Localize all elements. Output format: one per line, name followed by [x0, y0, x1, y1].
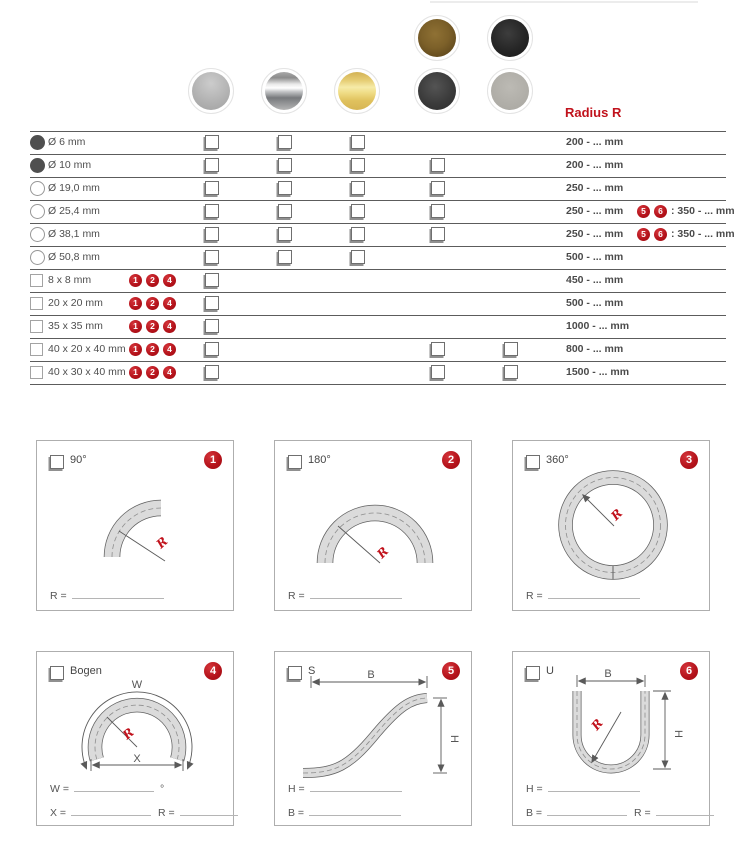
blank-w[interactable]	[74, 780, 154, 792]
field-label: R =	[288, 590, 305, 602]
finish-checkbox[interactable]	[205, 250, 219, 264]
radius-range: 200 - ... mm	[566, 159, 624, 171]
radius-letter: R	[153, 534, 171, 552]
table-row	[0, 246, 756, 269]
shape-label: 90°	[70, 454, 87, 466]
finish-checkbox[interactable]	[351, 250, 365, 264]
shape-card-bogen	[36, 651, 234, 826]
shape-checkbox[interactable]	[526, 666, 540, 680]
profile-shape-icon	[30, 227, 45, 242]
radius-range: 250 - ... mm	[566, 228, 624, 240]
shape-ref-badge: 6	[654, 205, 667, 218]
finish-checkbox[interactable]	[205, 365, 219, 379]
profile-size-label: Ø 19,0 mm	[48, 182, 100, 194]
radius-letter: R	[374, 544, 392, 562]
finish-checkbox[interactable]	[205, 204, 219, 218]
table-bottom-line	[30, 384, 726, 385]
diagram-u	[513, 652, 711, 827]
fill-in-row	[50, 780, 164, 795]
table-row	[0, 223, 756, 246]
shape-number-badge: 4	[204, 662, 222, 680]
finish-checkbox[interactable]	[278, 181, 292, 195]
finish-checkbox[interactable]	[205, 342, 219, 356]
shape-ref-badge: 4	[163, 274, 176, 287]
finish-checkbox[interactable]	[431, 158, 445, 172]
fill-in-row	[158, 804, 238, 819]
fill-in-row	[634, 804, 714, 819]
finish-checkbox[interactable]	[205, 181, 219, 195]
finish-checkbox[interactable]	[351, 181, 365, 195]
finish-swatch-gray-light	[487, 68, 533, 114]
swatch-fill	[338, 72, 376, 110]
finish-checkbox[interactable]	[431, 342, 445, 356]
finish-checkbox[interactable]	[205, 227, 219, 241]
page-edge-line	[430, 1, 698, 3]
shape-label: S	[308, 665, 316, 677]
radius-range: 800 - ... mm	[566, 343, 624, 355]
field-label: X =	[50, 807, 67, 819]
radius-range-alt: : 350 - ... mm	[671, 228, 735, 240]
table-row	[0, 177, 756, 200]
blank-r[interactable]	[72, 587, 164, 599]
profile-size-label: 40 x 30 x 40 mm	[48, 366, 126, 378]
radius-range: 250 - ... mm	[566, 182, 624, 194]
blank-x[interactable]	[71, 804, 151, 816]
shape-ref-badge: 1	[129, 343, 142, 356]
field-label: R =	[50, 590, 67, 602]
profile-size-label: Ø 6 mm	[48, 136, 86, 148]
table-row	[0, 361, 756, 384]
finish-checkbox[interactable]	[431, 181, 445, 195]
profile-shape-icon	[30, 158, 45, 173]
finish-checkbox[interactable]	[504, 365, 518, 379]
shape-checkbox[interactable]	[288, 455, 302, 469]
radius-range: 500 - ... mm	[566, 297, 624, 309]
profile-shape-icon	[30, 250, 45, 265]
table-row	[0, 200, 756, 223]
finish-swatch-anthracite	[414, 68, 460, 114]
fill-in-row	[288, 804, 401, 819]
finish-checkbox[interactable]	[205, 273, 219, 287]
swatch-fill	[418, 72, 456, 110]
field-label: R =	[526, 590, 543, 602]
finish-checkbox[interactable]	[205, 319, 219, 333]
field-label: R =	[634, 807, 651, 819]
diagram-s	[275, 652, 473, 827]
shape-checkbox[interactable]	[288, 666, 302, 680]
profile-shape-icon	[30, 297, 43, 310]
fill-in-row	[526, 587, 640, 602]
blank-b[interactable]	[547, 804, 627, 816]
shape-card-90	[36, 440, 234, 611]
shape-ref-badge: 4	[163, 366, 176, 379]
shape-ref-badge: 2	[146, 320, 159, 333]
shape-ref-badge: 5	[637, 228, 650, 241]
blank-h[interactable]	[310, 780, 402, 792]
table-row	[0, 315, 756, 338]
profile-shape-icon	[30, 181, 45, 196]
profile-size-label: 20 x 20 mm	[48, 297, 103, 309]
blank-r[interactable]	[656, 804, 714, 816]
blank-r[interactable]	[180, 804, 238, 816]
finish-checkbox[interactable]	[205, 296, 219, 310]
finish-checkbox[interactable]	[278, 158, 292, 172]
finish-checkbox[interactable]	[205, 158, 219, 172]
shape-ref-badge: 2	[146, 297, 159, 310]
shape-number-badge: 5	[442, 662, 460, 680]
radius-range: 1000 - ... mm	[566, 320, 630, 332]
finish-swatch-gold-polished	[334, 68, 380, 114]
profile-shape-icon	[30, 135, 45, 150]
profile-size-label: 40 x 20 x 40 mm	[48, 343, 126, 355]
profile-shape-icon	[30, 320, 43, 333]
finish-checkbox[interactable]	[278, 227, 292, 241]
radius-range-alt: : 350 - ... mm	[671, 205, 735, 217]
field-label: H =	[288, 783, 305, 795]
shape-card-s	[274, 651, 472, 826]
finish-checkbox[interactable]	[278, 250, 292, 264]
shape-ref-badge: 1	[129, 297, 142, 310]
dim-b-label: B	[367, 669, 375, 681]
swatch-fill	[265, 72, 303, 110]
finish-checkbox[interactable]	[431, 365, 445, 379]
shape-label: Bogen	[70, 665, 102, 677]
shape-card-360	[512, 440, 710, 611]
shape-ref-badge: 2	[146, 274, 159, 287]
dim-b-label: B	[604, 668, 612, 680]
radius-range: 450 - ... mm	[566, 274, 624, 286]
blank-b[interactable]	[309, 804, 401, 816]
table-row	[0, 338, 756, 361]
table-row	[0, 292, 756, 315]
dim-h-label: H	[448, 735, 460, 743]
shape-number-badge: 1	[204, 451, 222, 469]
shape-ref-badge: 1	[129, 320, 142, 333]
fill-in-row	[50, 804, 151, 819]
profile-size-label: 8 x 8 mm	[48, 274, 92, 286]
fill-in-row	[288, 587, 402, 602]
radius-range: 200 - ... mm	[566, 136, 624, 148]
shape-checkbox[interactable]	[50, 455, 64, 469]
shape-label: U	[546, 665, 554, 677]
finish-checkbox[interactable]	[278, 204, 292, 218]
finish-swatch-silver-matte	[188, 68, 234, 114]
shape-card-180	[274, 440, 472, 611]
finish-checkbox[interactable]	[351, 158, 365, 172]
dim-w-label: W	[131, 679, 143, 691]
fill-in-row	[526, 780, 640, 795]
finish-checkbox[interactable]	[278, 135, 292, 149]
shape-ref-badge: 1	[129, 274, 142, 287]
radius-column-header: Radius R	[565, 105, 622, 120]
finish-checkbox[interactable]	[431, 204, 445, 218]
finish-checkbox[interactable]	[504, 342, 518, 356]
shape-checkbox[interactable]	[526, 455, 540, 469]
shape-label: 180°	[308, 454, 331, 466]
radius-letter: R	[588, 716, 606, 733]
field-label: R =	[158, 807, 175, 819]
degree-suffix: °	[159, 783, 165, 795]
table-row	[0, 131, 756, 154]
finish-checkbox[interactable]	[351, 204, 365, 218]
profile-size-label: Ø 25,4 mm	[48, 205, 100, 217]
finish-swatch-black-matte	[487, 15, 533, 61]
dim-h-label: H	[672, 730, 684, 738]
field-label: B =	[288, 807, 305, 819]
finish-checkbox[interactable]	[431, 227, 445, 241]
table-row	[0, 154, 756, 177]
radius-range: 250 - ... mm	[566, 205, 624, 217]
shape-number-badge: 6	[680, 662, 698, 680]
shape-ref-badge: 4	[163, 320, 176, 333]
profile-size-label: Ø 10 mm	[48, 159, 92, 171]
shape-ref-badge: 6	[654, 228, 667, 241]
diagram-bogen	[37, 652, 235, 827]
radius-range: 1500 - ... mm	[566, 366, 630, 378]
fill-in-row	[50, 587, 164, 602]
shape-label: 360°	[546, 454, 569, 466]
profile-shape-icon	[30, 204, 45, 219]
profile-size-label: Ø 38,1 mm	[48, 228, 100, 240]
profile-shape-icon	[30, 343, 43, 356]
field-label: B =	[526, 807, 543, 819]
fill-in-row	[288, 780, 402, 795]
dim-x-label: X	[133, 753, 141, 765]
shape-checkbox[interactable]	[50, 666, 64, 680]
field-label: H =	[526, 783, 543, 795]
shape-ref-badge: 1	[129, 366, 142, 379]
table-row	[0, 269, 756, 292]
profile-shape-icon	[30, 274, 43, 287]
swatch-fill	[192, 72, 230, 110]
shape-ref-badge: 2	[146, 366, 159, 379]
blank-h[interactable]	[548, 780, 640, 792]
shape-ref-badge: 4	[163, 297, 176, 310]
shape-card-u	[512, 651, 710, 826]
finish-swatch-chrome-polished	[261, 68, 307, 114]
shape-number-badge: 2	[442, 451, 460, 469]
profile-size-label: Ø 50,8 mm	[48, 251, 100, 263]
shape-ref-badge: 2	[146, 343, 159, 356]
shape-ref-badge: 5	[637, 205, 650, 218]
shape-ref-badge: 4	[163, 343, 176, 356]
radius-letter: R	[119, 725, 137, 743]
swatch-fill	[491, 72, 529, 110]
fill-in-row	[526, 804, 627, 819]
radius-letter: R	[608, 506, 626, 524]
swatch-fill	[418, 19, 456, 57]
swatch-fill	[491, 19, 529, 57]
profile-shape-icon	[30, 366, 43, 379]
finish-swatch-bronze-antique	[414, 15, 460, 61]
radius-range: 500 - ... mm	[566, 251, 624, 263]
finish-checkbox[interactable]	[351, 227, 365, 241]
blank-r[interactable]	[310, 587, 402, 599]
finish-checkbox[interactable]	[351, 135, 365, 149]
field-label: W =	[50, 783, 69, 795]
finish-checkbox[interactable]	[205, 135, 219, 149]
profile-size-label: 35 x 35 mm	[48, 320, 103, 332]
shape-number-badge: 3	[680, 451, 698, 469]
blank-r[interactable]	[548, 587, 640, 599]
